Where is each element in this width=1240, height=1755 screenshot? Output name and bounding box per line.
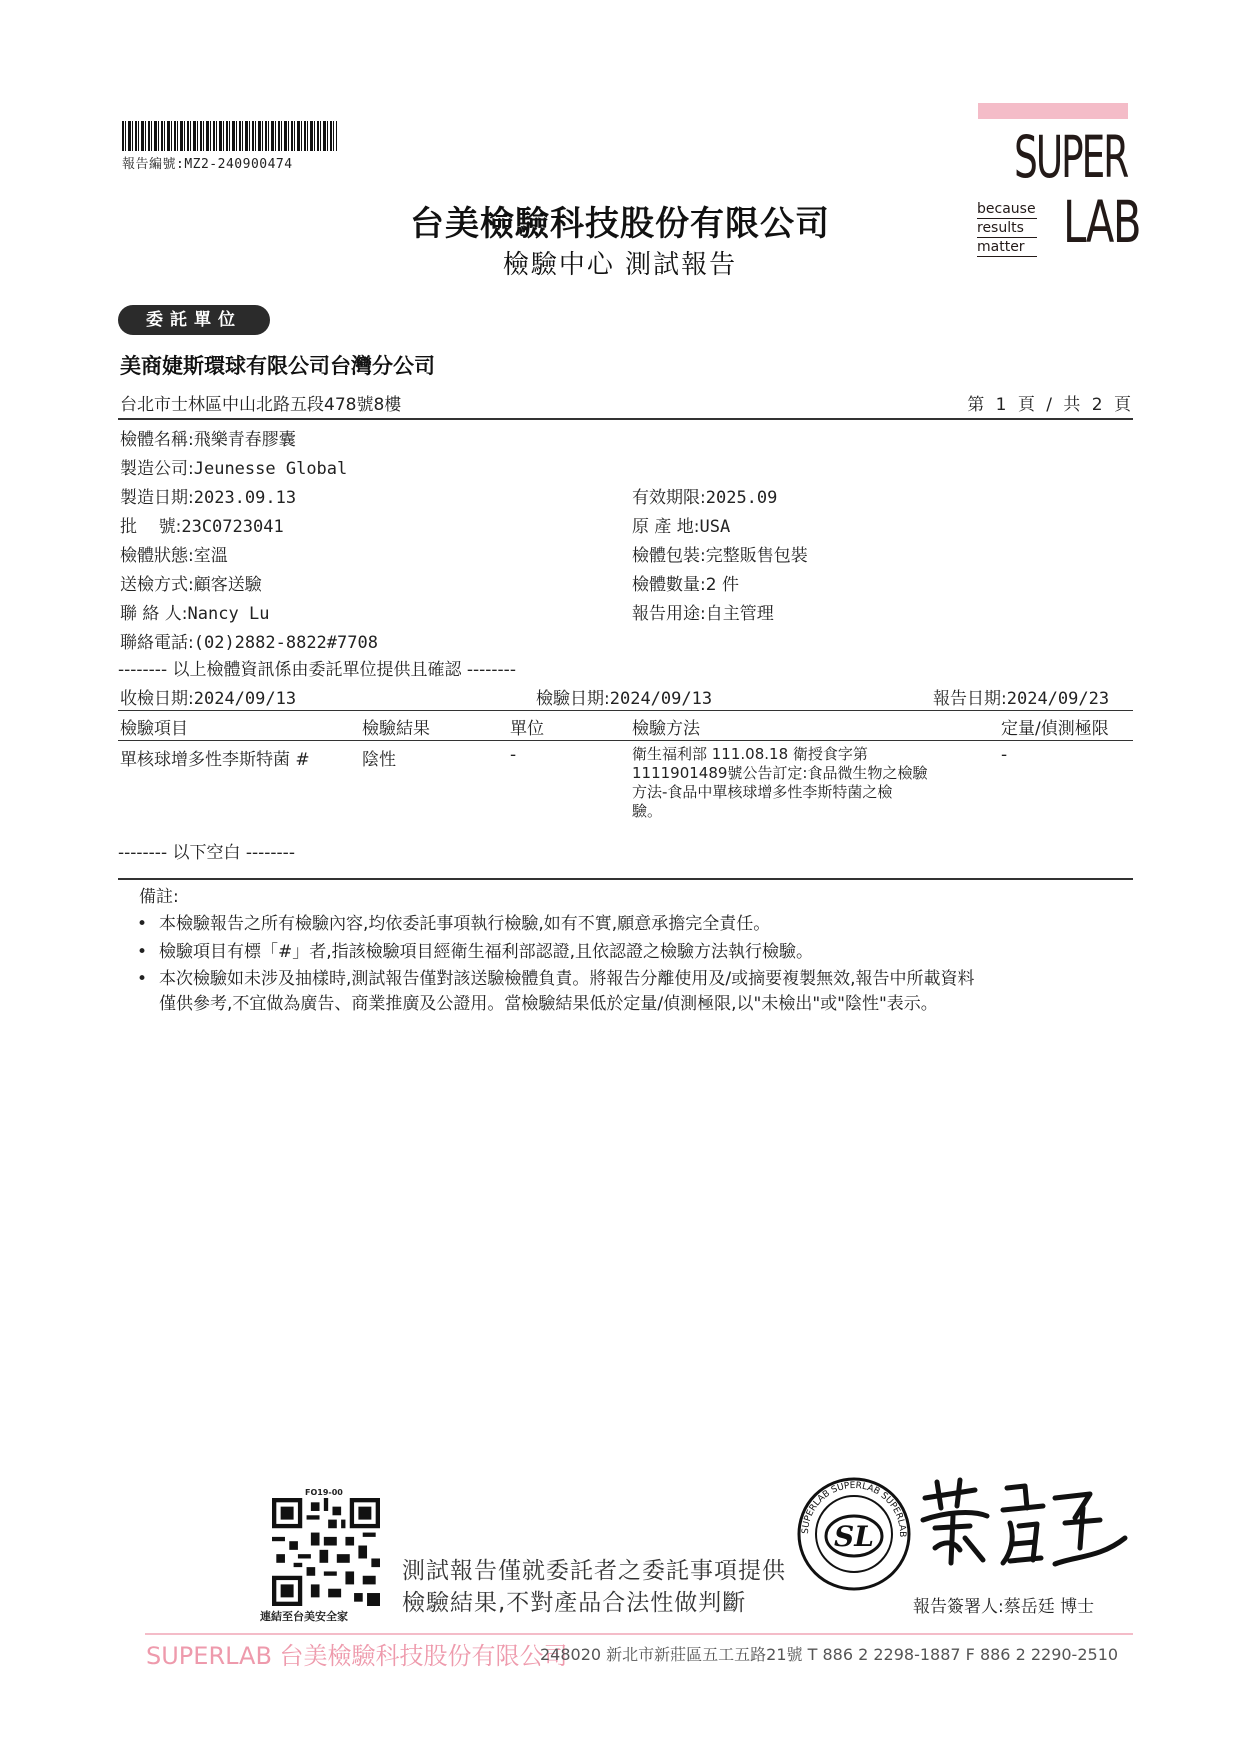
company-title: 台美檢驗科技股份有限公司 <box>410 204 830 244</box>
expiry-row: 有效期限:2025.09 <box>632 488 778 508</box>
delivery-row: 送檢方式:顧客送驗 <box>120 575 262 595</box>
tagline-3: matter <box>977 238 1037 257</box>
divider <box>118 710 1133 711</box>
svg-text:SL: SL <box>834 1520 874 1553</box>
col-header-limit: 定量/偵測極限 <box>1001 719 1109 739</box>
logo-lab: LAB <box>1063 188 1141 256</box>
state-row: 檢體狀態:室溫 <box>120 546 228 566</box>
purpose-row: 報告用途:自主管理 <box>632 604 774 624</box>
phone-row: 聯絡電話:(02)2882-8822#7708 <box>120 633 378 653</box>
result-item: 單核球增多性李斯特菌 # <box>120 750 310 770</box>
footer-divider <box>145 1633 1133 1635</box>
tagline-2: results <box>977 219 1037 238</box>
report-number-label: 報告編號: <box>122 157 185 172</box>
client-name: 美商婕斯環球有限公司台灣分公司 <box>120 354 435 378</box>
logo-tagline <box>977 200 1037 257</box>
logo-super: SUPER <box>1014 123 1128 191</box>
report-number-value: MZ2-240900474 <box>184 157 293 172</box>
note-item: • 本檢驗報告之所有檢驗內容,均依委託事項執行檢驗,如有不實,願意承擔完全責任。 <box>137 914 771 934</box>
svg-text:SUPERLAB SUPERLAB SUPERLAB: SUPERLAB SUPERLAB SUPERLAB <box>800 1480 908 1538</box>
confirm-note: -------- 以上檢體資訊係由委託單位提供且確認 -------- <box>118 660 516 680</box>
signature <box>915 1468 1135 1578</box>
mfg-date-row: 製造日期:2023.09.13 <box>120 488 297 508</box>
result-unit: - <box>510 745 517 765</box>
tested-date: 檢驗日期:2024/09/13 <box>536 689 713 709</box>
report-subtitle: 檢驗中心 測試報告 <box>502 250 738 280</box>
client-address: 台北市士林區中山北路五段478號8樓 <box>120 395 402 415</box>
col-header-method: 檢驗方法 <box>632 719 700 739</box>
received-date: 收檢日期:2024/09/13 <box>120 689 297 709</box>
company-seal <box>794 1474 914 1594</box>
qr-code[interactable] <box>272 1498 380 1606</box>
qr-caption: 連結至台美安全家 <box>260 1610 348 1623</box>
lot-row: 批 號:23C0723041 <box>120 517 284 537</box>
maker-row: 製造公司:Jeunesse Global <box>120 459 348 479</box>
package-row: 檢體包裝:完整販售包裝 <box>632 546 808 566</box>
barcode <box>122 121 337 151</box>
result-limit: - <box>1001 745 1008 765</box>
signer: 報告簽署人:蔡岳廷 博士 <box>913 1597 1095 1617</box>
contact-row: 聯 絡 人:Nancy Lu <box>120 604 270 624</box>
tagline-1: because <box>977 201 1036 217</box>
footer-brand: SUPERLAB 台美檢驗科技股份有限公司 <box>146 1642 568 1670</box>
notes-title: 備註: <box>139 887 179 907</box>
form-code: FO19-00 <box>305 1488 343 1497</box>
divider <box>118 740 1133 741</box>
quantity-row: 檢體數量:2 件 <box>632 575 739 595</box>
divider <box>118 878 1133 880</box>
footer-address: 248020 新北市新莊區五工五路21號 T 886 2 2298-1887 F 886 2 2290-2510 <box>540 1645 1119 1664</box>
page-indicator: 第 1 頁 / 共 2 頁 <box>967 395 1134 415</box>
report-number <box>122 153 293 172</box>
blank-below-note: -------- 以下空白 -------- <box>118 843 295 863</box>
disclaimer-line-2: 檢驗結果,不對產品合法性做判斷 <box>402 1590 747 1616</box>
disclaimer-line-1: 測試報告僅就委託者之委託事項提供 <box>402 1558 786 1584</box>
note-item: • 檢驗項目有標「#」者,指該檢驗項目經衛生福利部認證,且依認證之檢驗方法執行檢驗。 <box>137 942 814 962</box>
result-method: 衛生福利部 111.08.18 衛授食字第 1111901489號公告訂定:食品微生物之檢驗 方法-食品中單核球增多性李斯特菌之檢 驗。 <box>632 745 928 820</box>
origin-row: 原 產 地:USA <box>632 517 731 537</box>
result-value: 陰性 <box>362 750 396 770</box>
col-header-item: 檢驗項目 <box>120 719 188 739</box>
col-header-result: 檢驗結果 <box>362 719 430 739</box>
client-section-label: 委託單位 <box>118 305 270 335</box>
col-header-unit: 單位 <box>510 719 544 739</box>
note-item-continued: 僅供參考,不宜做為廣告、商業推廣及公證用。當檢驗結果低於定量/偵測極限,以"未檢出"或"陰性"表示。 <box>159 994 938 1014</box>
report-date: 報告日期:2024/09/23 <box>933 689 1110 709</box>
sample-name-row: 檢體名稱:飛樂青春膠囊 <box>120 430 296 450</box>
note-item: • 本次檢驗如未涉及抽樣時,測試報告僅對該送驗檢體負責。將報告分離使用及/或摘要複製無效,報告中所載資料 <box>137 969 975 989</box>
logo-accent-bar <box>978 103 1128 119</box>
divider <box>118 418 1133 420</box>
